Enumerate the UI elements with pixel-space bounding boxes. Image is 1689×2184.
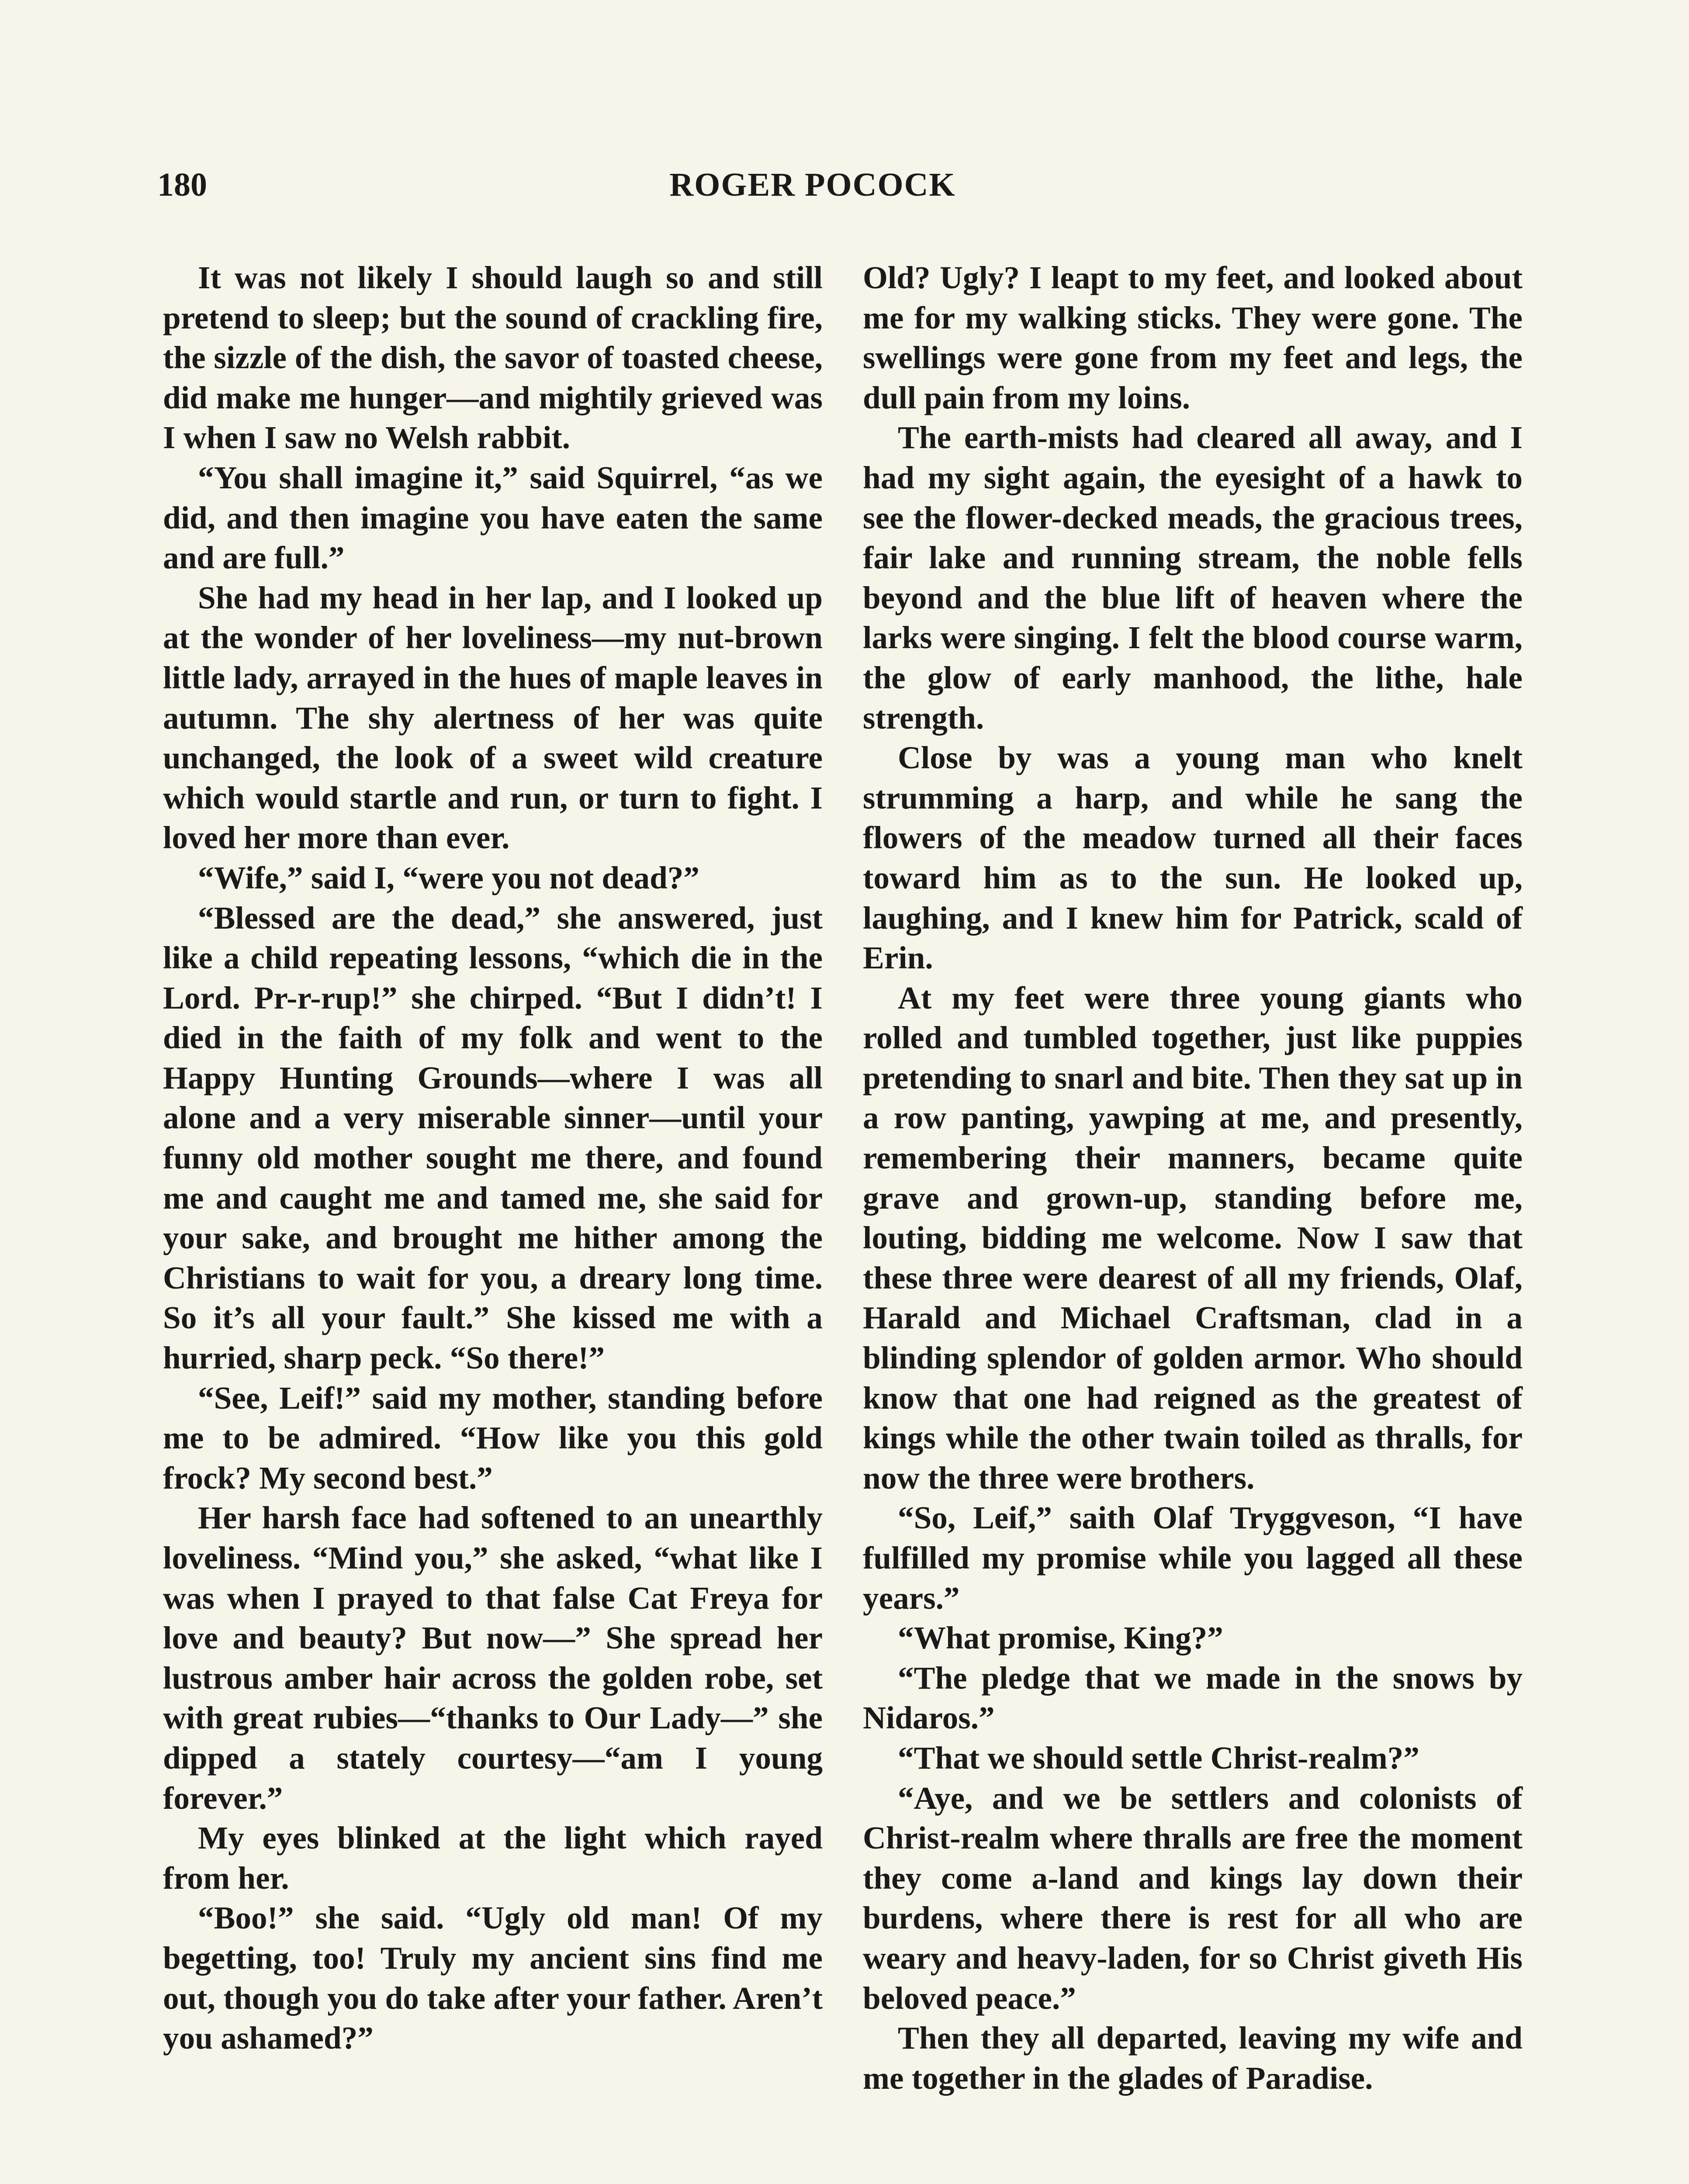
paragraph: “That we should settle Christ-realm?” — [898, 1740, 1419, 1776]
paragraph: Her harsh face had softened to an unearthly loveliness. “Mind you,” she asked, “what like I was when I prayed to that false Cat Freya for love and beauty? But now—” She spread her lustrous amber hair across the golden robe, set with great rubies—“thanks to Our Lady—” she dipped a stately courtesy—“am I young forever.” — [163, 1500, 823, 1816]
paragraph: “The pledge that we made in the snows by Nidaros.” — [863, 1660, 1523, 1736]
paragraph: “So, Leif,” saith Olaf Tryggveson, “I have fulfilled my promise while you lagged all these years.” — [863, 1500, 1523, 1616]
paragraph: “Boo!” she said. “Ugly old man! Of my begetting, too! Truly my ancient sins find me out, though you do take after your father. Aren’t you ashamed?” — [163, 1900, 823, 2056]
paragraph: My eyes blinked at the light which rayed from her. — [163, 1820, 823, 1896]
paragraph: “Blessed are the dead,” she answered, just like a child repeating lessons, “which die in the Lord. Pr-r-rup!” she chirped. “But I didn’t! I died in the faith of my folk and went to the Happy Hunting Grounds—where I was all alone and a very miserable sinner—until your funny old mother sought me there, and found me and caught me and tamed me, she said for your sake, and brought me hither among the Christians to wait for you, a dreary long time. So it’s all your fault.” She kissed me with a hurried, sharp peck. “So there!” — [163, 900, 823, 1376]
paragraph: “See, Leif!” said my mother, standing before me to be admired. “How like you this gold frock? My second best.” — [163, 1380, 823, 1496]
paragraph: “Wife,” said I, “were you not dead?” — [198, 860, 700, 895]
paragraph-continuation: Old? Ugly? I leapt to my feet, and looked about me for my walking sticks. They were gone. The swellings were gone from my feet and legs, the dull pain from my loins. — [863, 260, 1523, 415]
paragraph: She had my head in her lap, and I looked up at the wonder of her loveliness—my nut-brown little lady, arrayed in the hues of maple leaves in autumn. The shy alertness of her was quite unchanged, the look of a sweet wild creature which would startle and run, or turn to fight. I loved her more than ever. — [163, 580, 823, 856]
paragraph: The earth-mists had cleared all away, and I had my sight again, the eyesight of a hawk to see the flower-decked meads, the gracious trees, fair lake and running stream, the noble fells beyond and the blue lift of heaven where the larks were singing. I felt the blood course warm, the glow of early manhood, the lithe, hale strength. — [863, 420, 1523, 736]
paragraph: Then they all departed, leaving my wife and me together in the glades of Paradise. — [863, 2020, 1523, 2096]
paragraph: “You shall imagine it,” said Squirrel, “as we did, and then imagine you have eaten the same and are full.” — [163, 460, 823, 576]
page-number: 180 — [157, 166, 207, 203]
paragraph: It was not likely I should laugh so and still pretend to sleep; but the sound of crackling fire, the sizzle of the dish, the savor of toasted cheese, did make me hunger—and mightily grieved was I when I saw no Welsh rabbit. — [163, 260, 823, 456]
right-column — [863, 258, 1523, 2098]
paragraph: “What promise, King?” — [898, 1620, 1223, 1656]
page-header — [157, 166, 1468, 214]
left-column — [163, 258, 823, 2058]
paragraph: At my feet were three young giants who rolled and tumbled together, just like puppies pretending to snarl and bite. Then they sat up in a row panting, yawping at me, and presently, remembering their manners, became quite grave and grown-up, standing before me, louting, bidding me welcome. Now I saw that these three were dearest of all my friends, Olaf, Harald and Michael Craftsman, clad in a blinding splendor of golden armor. Who should know that one had reigned as the greatest of kings while the other twain toiled as thralls, for now the three were brothers. — [863, 980, 1523, 1496]
paragraph: “Aye, and we be settlers and colonists of Christ-realm where thralls are free the moment they come a-land and kings lay down their burdens, where there is rest for all who are weary and heavy-laden, for so Christ giveth His beloved peace.” — [863, 1780, 1523, 2016]
paragraph: Close by was a young man who knelt strumming a harp, and while he sang the flowers of the meadow turned all their faces toward him as to the sun. He looked up, laughing, and I knew him for Patrick, scald of Erin. — [863, 740, 1523, 976]
running-title: ROGER POCOCK — [669, 166, 956, 203]
